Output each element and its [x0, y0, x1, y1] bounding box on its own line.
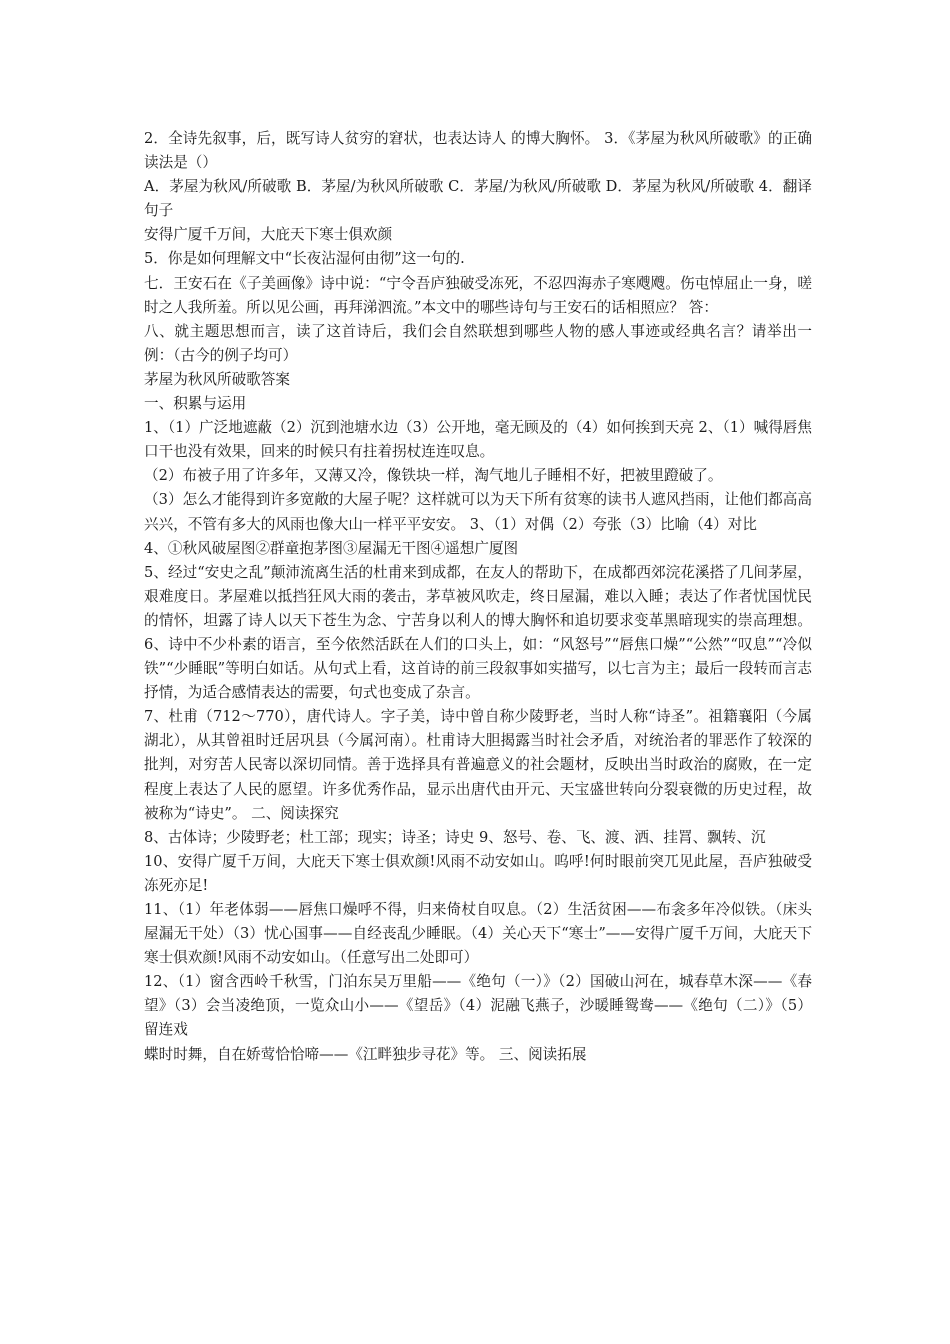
- answer-11: 11、（1）年老体弱——唇焦口燥呼不得，归来倚杖自叹息。（2）生活贫困——布衾多年冷似铁。（床头屋漏无干处）（3）忧心国事——自经丧乱少睡眠。（4）关心天下“寒士”——安得广厦千万间，大庇天下寒士俱欢颜!风雨不动安如山。（任意写出二处即可）: [144, 901, 812, 967]
- answer-12: 12、（1）窗含西岭千秋雪，门泊东吴万里船——《绝句（一）》（2）国破山河在，城春草木深——《春望》（3）会当凌绝顶，一览众山小——《望岳》（4）泥融飞燕子，沙暖睡鸳鸯——《绝句（二）》（5）留连戏: [144, 973, 812, 1039]
- answer-4: 4、①秋风破屋图②群童抱茅图③屋漏无干图④遥想广厦图: [144, 539, 519, 557]
- paragraph-q2-q3: 2．全诗先叙事，后，既写诗人贫穷的窘状，也表达诗人 的博大胸怀。 3．《茅屋为秋风所破歌》的正确读法是（）: [144, 130, 812, 172]
- answer-12-continued: 蝶时时舞，自在娇莺恰恰啼——《江畔独步寻花》等。 三、阅读拓展: [144, 1045, 587, 1063]
- section-heading-1: 一、积累与运用: [144, 395, 247, 413]
- answer-2-3-and-3: （3）怎么才能得到许多宽敞的大屋子呢？这样就可以为天下所有贫寒的读书人遮风挡雨，让他们都高高兴兴，不管有多大的风雨也像大山一样平平安安。 3、（1）对偶（2）夸张（3）比喻（4）对比: [144, 491, 812, 533]
- answer-2-2: （2）布被子用了许多年，又薄又冷，像铁块一样，淘气地儿子睡相不好，把被里蹬破了。: [144, 467, 723, 485]
- paragraph-translate-sentence: 安得广厦千万间，大庇天下寒士俱欢颜: [144, 226, 393, 244]
- paragraph-options-q4: A．茅屋为秋风/所破歌 B．茅屋/为秋风所破歌 C．茅屋/为秋风/所破歌 D．茅屋为秋风/所破歌 4．翻译句子: [144, 178, 812, 220]
- document-page: [144, 127, 812, 1067]
- paragraph-q8: 八、就主题思想而言，读了这首诗后，我们会自然联想到哪些人物的感人事迹或经典名言？请举出一例：（古今的例子均可）: [144, 322, 812, 364]
- answer-8-9: 8、古体诗；少陵野老；杜工部；现实；诗圣；诗史 9、怒号、卷、飞、渡、洒、挂罥、飘转、沉: [144, 828, 766, 846]
- answer-10: 10、安得广厦千万间，大庇天下寒士俱欢颜!风雨不动安如山。呜呼!何时眼前突兀见此屋，吾庐独破受冻死亦足!: [144, 852, 812, 894]
- answer-title: 茅屋为秋风所破歌答案: [144, 370, 290, 388]
- paragraph-q7: 七．王安石在《子美画像》诗中说：“宁令吾庐独破受冻死，不忍四海赤子寒飕飕。伤屯悼屈止一身，嗟时之人我所羞。所以见公画，再拜涕泗流。”本文中的哪些诗句与王安石的话相照应？ 答：: [144, 274, 812, 316]
- answer-1-2: 1、（1）广泛地遮蔽（2）沉到池塘水边（3）公开地，毫无顾及的（4）如何挨到天亮 2、（1）喊得唇焦口干也没有效果，回来的时候只有拄着拐杖连连叹息。: [144, 419, 812, 461]
- answer-5-6: 5、经过“安史之乱”颠沛流离生活的杜甫来到成都，在友人的帮助下，在成都西郊浣花溪搭了几间茅屋，艰难度日。茅屋难以抵挡狂风大雨的袭击，茅草被风吹走，终日屋漏，难以入睡；表达了作者忧国忧民的情怀，坦露了诗人以天下苍生为念、宁苦身以利人的博大胸怀和追切要求变革黑暗现实的崇高理想。 6、诗中不少朴素的语言，至今依然活跃在人们的口头上，如：“风怒号”“唇焦口燥”“公然”“叹息”“冷似铁”“少睡眠”等明白如话。从句式上看，这首诗的前三段叙事如实描写，以七言为主；最后一段转而言志抒情，为适合感情表达的需要，句式也变成了杂言。: [144, 563, 812, 702]
- paragraph-q5: 5．你是如何理解文中“长夜沾湿何由彻”这一句的.: [144, 250, 465, 268]
- answer-7: 7、杜甫（712～770），唐代诗人。字子美，诗中曾自称少陵野老，当时人称“诗圣”。祖籍襄阳（今属湖北），从其曾祖时迁居巩县（今属河南）。杜甫诗大胆揭露当时社会矛盾，对统治者的罪恶作了较深的批判，对穷苦人民寄以深切同情。善于选择具有普遍意义的社会题材，反映出当时政治的腐败，在一定程度上表达了人民的愿望。许多优秀作品，显示出唐代由开元、天宝盛世转向分裂衰微的历史过程，故被称为“诗史”。 二、阅读探究: [144, 708, 812, 822]
